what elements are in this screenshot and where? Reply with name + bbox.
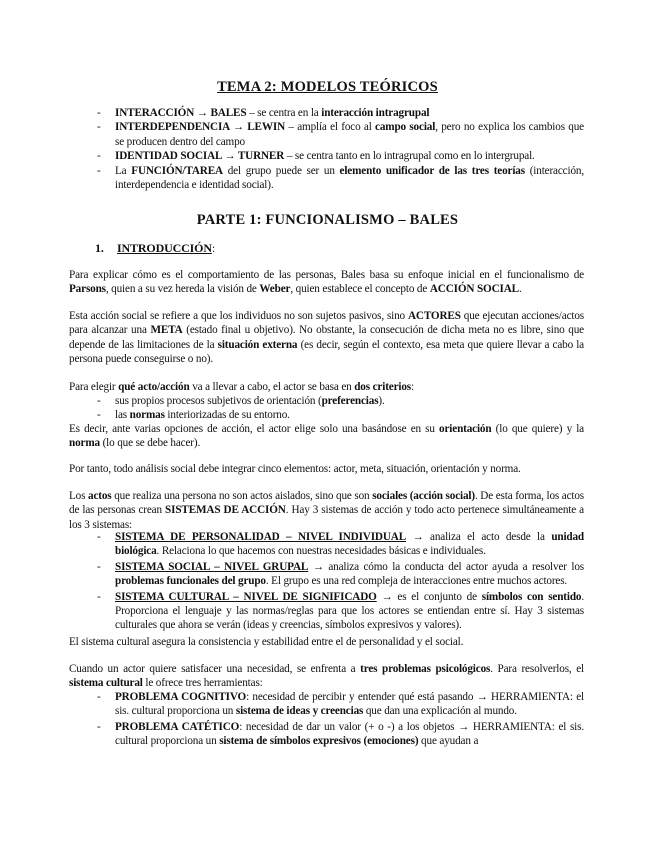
text: va a llevar a cabo, el actor se basa en <box>189 381 355 393</box>
text-bold: unidad biológica <box>115 531 585 558</box>
paragraph-actors <box>69 309 584 367</box>
text: sus propios procesos subjetivos de orientación ( <box>115 395 322 407</box>
text-bold: sistema de símbolos expresivos (emociones) <box>219 735 419 748</box>
systems-block <box>69 530 584 633</box>
text: que realiza una persona no son actos aislados, sino que son <box>111 490 373 502</box>
text: Esta acción social se refiere a que los individuos no son sujetos pasivos, sino <box>69 310 408 322</box>
text: . <box>518 283 522 296</box>
text-bold: qué acto/acción <box>118 381 190 393</box>
text: → analiza el acto desde la <box>406 531 552 543</box>
text: → analiza cómo la conducta del actor ayuda a resolver los <box>308 560 584 573</box>
section-heading <box>95 241 215 255</box>
text: , quien a su vez hereda la visión de <box>105 283 260 296</box>
term-interaction: INTERACCIÓN → BALES <box>115 107 247 119</box>
list-item <box>69 164 584 193</box>
text-bold: preferencias <box>321 395 379 407</box>
criteria-list <box>69 394 584 423</box>
problems-list <box>69 690 584 749</box>
section-number: 1. <box>95 241 104 255</box>
text: interiorizadas de su entorno. <box>164 409 290 422</box>
text: → es el conjunto de <box>376 590 482 603</box>
term-interdependence: INTERDEPENDENCIA → LEWIN <box>115 121 286 134</box>
problem-cognitive-heading: PROBLEMA COGNITIVO <box>115 691 247 703</box>
text: (estado final u objetivo). No obstante, la consecución de dicha meta no es libre, sino que depende de las limitaciones de la <box>69 324 584 351</box>
item-text: , pero no explica los cambios que se producen dentro del campo <box>115 121 584 148</box>
text-bold: actos <box>88 490 112 502</box>
text-bold: sociales (acción social) <box>372 490 475 502</box>
text: ). <box>378 395 385 407</box>
item-text: (interacción, interdependencia e identidad social). <box>115 164 584 192</box>
list-item <box>69 120 584 149</box>
text-bold: ACCIÓN SOCIAL <box>429 283 519 296</box>
term-function: FUNCIÓN/TAREA <box>131 164 223 177</box>
section-title: INTRODUCCIÓN <box>117 241 212 255</box>
list-item <box>69 530 584 559</box>
text-bold: SISTEMAS DE ACCIÓN <box>165 504 286 517</box>
systems-list <box>69 530 584 633</box>
text: . Para resolverlos, el <box>490 663 584 675</box>
text-bold: problemas funcionales del grupo <box>115 575 266 588</box>
list-item <box>69 394 584 408</box>
list-item <box>69 690 584 719</box>
text-bold: orientación <box>439 423 492 435</box>
item-text: – se centra en la <box>246 107 322 119</box>
text: le ofrece tres herramientas: <box>142 677 263 690</box>
text-bold: Parsons <box>69 283 106 296</box>
paragraph-parsons <box>69 268 584 297</box>
text: que ayudan a <box>418 735 479 748</box>
text-bold: norma <box>69 437 100 450</box>
item-bold: campo social <box>375 121 436 134</box>
intro-list-block <box>69 106 584 192</box>
text: . Hay 3 sistemas de acción y todo acto pertenece simultáneamente a los 3 sistemas: <box>69 504 584 531</box>
paragraph-cultural-consistency: El sistema cultural asegura la consistencia y estabilidad entre el de personalidad y el social. <box>69 636 464 648</box>
text: las <box>115 409 130 422</box>
document-title: TEMA 2: MODELOS TEÓRICOS <box>217 79 438 95</box>
criteria-block <box>69 394 584 423</box>
item-text: del grupo puede ser un <box>222 164 340 177</box>
text-bold: sistema de ideas y creencias <box>235 705 364 718</box>
text-bold: META <box>150 324 183 337</box>
text: (lo que se debe hacer). <box>99 437 201 450</box>
list-item <box>69 590 584 633</box>
text: que dan una explicación al mundo. <box>363 705 517 718</box>
text: : <box>411 381 414 393</box>
system-personality-heading: SISTEMA DE PERSONALIDAD – NIVEL INDIVIDUAL <box>115 531 407 543</box>
theories-list <box>69 106 584 192</box>
text: (es decir, según el contexto, esa meta que quiere llevar a cabo la persona puede conseguirse o no). <box>69 338 584 366</box>
paragraph-criteria <box>69 380 584 394</box>
text: . Proporciona el lenguaje y las normas/reglas para que los actores se entiendan entre sí. Hay 3 sistemas culturales que ahora se verán (ideas y creencias, símbolos expresivos y valores). <box>115 590 584 632</box>
paragraph-five-elements: Por tanto, todo análisis social debe integrar cinco elementos: actor, meta, situación, orientación y norma. <box>69 463 521 475</box>
text: , quien establece el concepto de <box>290 283 430 296</box>
text: (lo que quiere) y la <box>491 423 584 435</box>
text-bold: sistema cultural <box>69 677 143 690</box>
text-bold: símbolos con sentido <box>481 590 582 603</box>
problems-block <box>69 690 584 749</box>
text: que ejecutan acciones/actos para alcanzar una <box>69 310 584 337</box>
list-item <box>69 149 584 163</box>
item-text: – amplía el foco al <box>285 121 376 134</box>
text-bold: tres problemas psicológicos <box>360 663 491 675</box>
system-cultural-heading: SISTEMA CULTURAL – NIVEL DE SIGNIFICADO <box>115 590 377 603</box>
list-item <box>69 106 584 120</box>
item-text: – se centra tanto en lo intragrupal como en lo intergrupal. <box>284 150 535 163</box>
text-bold: Weber <box>259 283 291 296</box>
list-item <box>69 560 584 589</box>
system-social-heading: SISTEMA SOCIAL – NIVEL GRUPAL <box>115 560 309 573</box>
text: Para elegir <box>69 381 119 393</box>
text: Es decir, ante varias opciones de acción, el actor elige solo una basándose en su <box>69 423 440 435</box>
text: . Relaciona lo que hacemos con nuestras necesidades básicas e individuales. <box>156 545 486 558</box>
problem-cathectic-heading: PROBLEMA CATÉTICO <box>115 720 240 733</box>
paragraph-psych-problems <box>69 662 584 691</box>
section-colon: : <box>211 241 216 255</box>
text-bold: dos criterios <box>354 381 412 393</box>
text: : necesidad de percibir y entender qué está pasando → HERRAMIENTA: el sis. cultural proporciona un <box>115 691 584 718</box>
text: : necesidad de dar un valor (+ o -) a los objetos → HERRAMIENTA: el sis. cultural proporciona un <box>115 720 584 748</box>
text-bold: situación externa <box>217 338 298 351</box>
text: . El grupo es una red compleja de interacciones entre muchos actores. <box>265 575 568 588</box>
text-bold: ACTORES <box>407 310 461 322</box>
list-item <box>69 408 584 422</box>
term-social-identity: IDENTIDAD SOCIAL → TURNER <box>115 150 285 163</box>
item-bold: interacción intragrupal <box>321 107 430 119</box>
text-bold: normas <box>129 409 165 422</box>
text: Los <box>69 490 89 502</box>
item-bold: elemento unificador de las tres teorías <box>339 164 525 177</box>
text: Cuando un actor quiere satisfacer una necesidad, se enfrenta a <box>69 663 361 675</box>
item-text: La <box>115 164 132 177</box>
text: . De esta forma, los actos de las personas crean <box>69 490 585 517</box>
list-item <box>69 720 584 749</box>
paragraph-action-systems <box>69 489 584 532</box>
part-title: PARTE 1: FUNCIONALISMO – BALES <box>196 212 459 228</box>
text: Para explicar cómo es el comportamiento de las personas, Bales basa su enfoque inicial en el funcionalismo de <box>69 269 584 281</box>
paragraph-orientation <box>69 422 584 451</box>
